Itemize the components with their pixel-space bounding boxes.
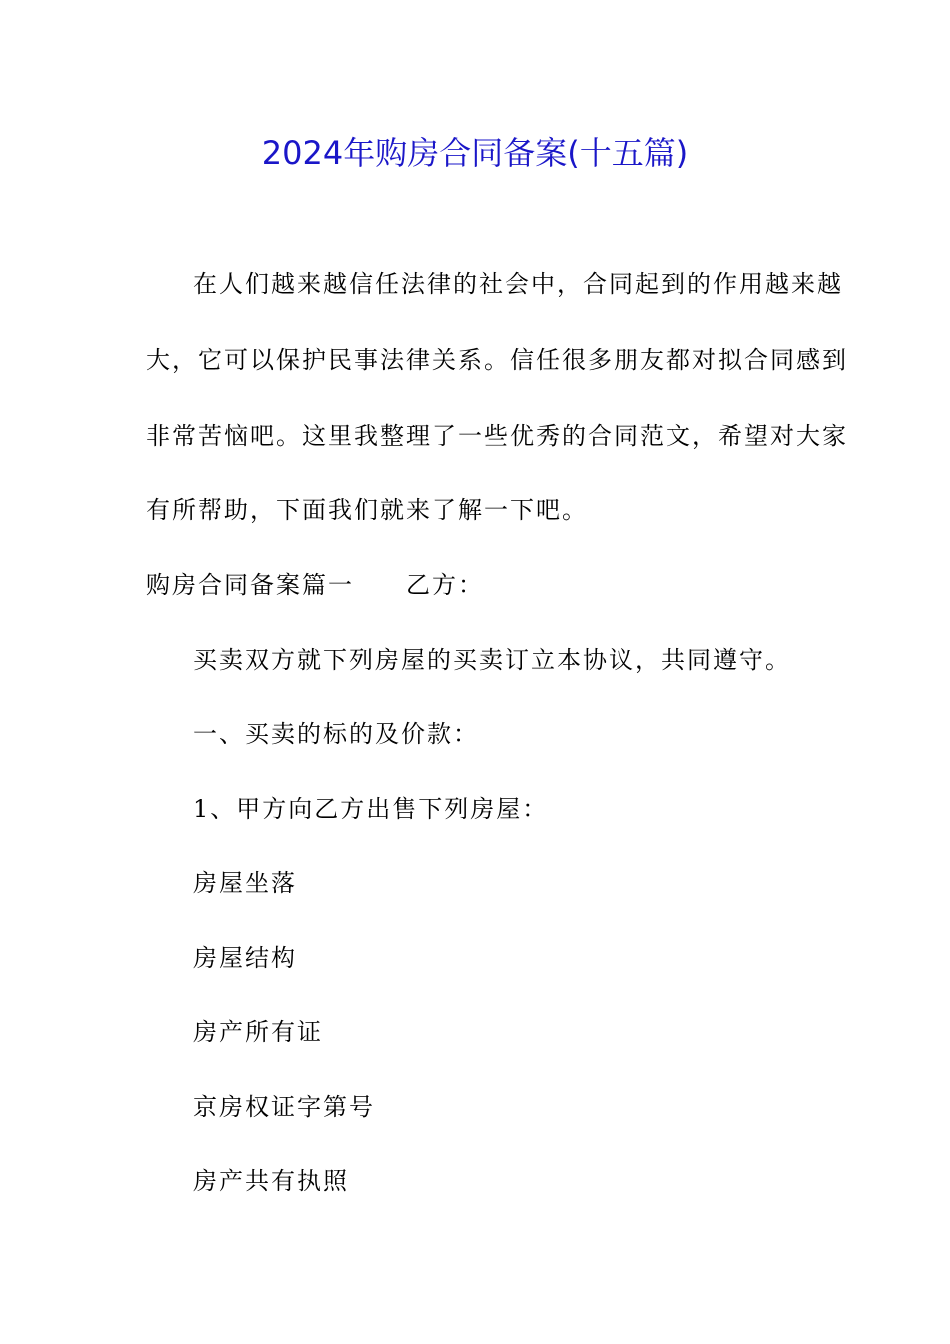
item-1: 1、甲方向乙方出售下列房屋： [193,795,549,823]
field-property-certificate: 房产所有证 [193,1018,323,1046]
intro-line-3: 非常苦恼吧。这里我整理了一些优秀的合同范文，希望对大家 [146,422,848,450]
field-certificate-number: 京房权证字第号 [193,1093,375,1121]
field-co-ownership-license: 房产共有执照 [193,1167,349,1195]
agreement-line: 买卖双方就下列房屋的买卖订立本协议，共同遵守。 [193,646,791,674]
section-heading-line [146,567,484,603]
field-house-structure: 房屋结构 [193,944,297,972]
party-b-label: 乙方： [406,571,484,599]
intro-line-2: 大，它可以保护民事法律关系。信任很多朋友都对拟合同感到 [146,346,848,374]
clause-1: 一、买卖的标的及价款： [193,720,479,748]
intro-line-4: 有所帮助，下面我们就来了解一下吧。 [146,496,588,524]
intro-line-1: 在人们越来越信任法律的社会中，合同起到的作用越来越 [193,270,843,298]
field-house-location: 房屋坐落 [193,869,297,897]
section-heading: 购房合同备案篇一 [146,571,354,599]
document-title: 2024年购房合同备案(十五篇) [261,134,689,172]
